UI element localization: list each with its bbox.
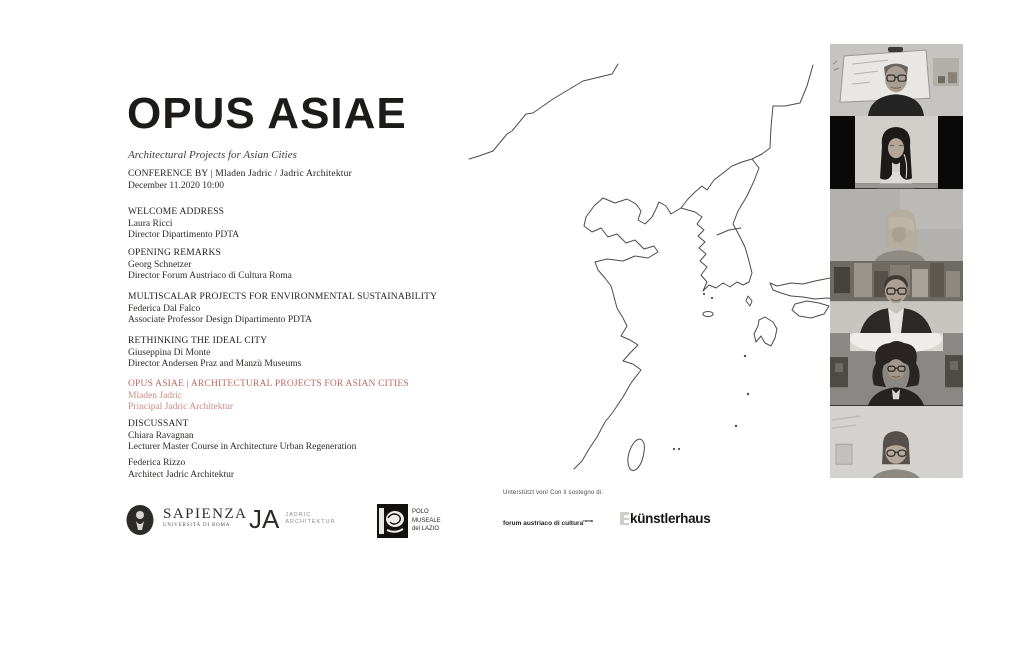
program-item-speaker: Federica Dal Falco bbox=[128, 303, 201, 314]
participant-video-3[interactable] bbox=[830, 189, 963, 261]
program-item-title: OPENING REMARKS bbox=[128, 248, 221, 258]
support-note: Unterstützt von/ Con il sostegno di: bbox=[503, 490, 604, 496]
participant-6-avatar bbox=[830, 406, 963, 478]
forum-label: forum austriaco di cultura bbox=[503, 520, 584, 528]
program-item-role: Architect Jadric Architektur bbox=[128, 469, 235, 480]
program-item-speaker: Mladen Jadric bbox=[128, 390, 183, 401]
slide-subtitle: Architectural Projects for Asian Cities bbox=[128, 149, 297, 161]
page-title: OPUS ASIAE bbox=[127, 89, 407, 138]
participant-video-4[interactable] bbox=[830, 261, 963, 333]
program-item-speaker: Federica Rizzo bbox=[128, 458, 186, 468]
program-item-opening bbox=[128, 248, 473, 283]
program-item-role: Principal Jadric Architektur bbox=[128, 402, 233, 412]
program-item-role: Director Dipartimento PDTA bbox=[128, 230, 240, 240]
program-item-title: MULTISCALAR PROJECTS FOR ENVIRONMENTAL SUSTAINABILITY bbox=[128, 292, 438, 302]
participant-video-1[interactable] bbox=[830, 44, 963, 116]
jadric-architektur-logo bbox=[249, 505, 335, 533]
program-item-discussant bbox=[128, 419, 473, 454]
jadric-line1: JADRIC bbox=[285, 512, 312, 518]
polo-line3: del LAZIO bbox=[412, 526, 440, 532]
program-item-title: DISCUSSANT bbox=[128, 419, 189, 429]
polo-line2: MUSEALE bbox=[412, 517, 441, 524]
participant-video-2[interactable] bbox=[830, 116, 963, 188]
conference-date: December 11.2020 10:00 bbox=[128, 180, 224, 191]
program-item-rethinking bbox=[128, 336, 473, 371]
program-item-federica-rizzo bbox=[128, 458, 473, 481]
program-item-speaker: Giuseppina Di Monte bbox=[128, 347, 211, 358]
participant-5-avatar bbox=[830, 333, 963, 405]
participant-4-avatar bbox=[830, 261, 963, 333]
program-item-role: Director Andersen Praz and Manzù Museums bbox=[128, 359, 302, 369]
program-item-multiscalar bbox=[128, 292, 473, 327]
participant-video-6[interactable] bbox=[830, 406, 963, 478]
conference-info bbox=[128, 169, 473, 192]
polo-museale-emblem-icon bbox=[377, 504, 408, 538]
kuenstlerhaus-logo bbox=[620, 511, 710, 526]
polo-museale-logo bbox=[377, 504, 441, 538]
program-item-welcome bbox=[128, 207, 473, 242]
forum-sup: roma bbox=[583, 518, 593, 523]
program-item-title: RETHINKING THE IDEAL CITY bbox=[128, 336, 268, 346]
sapienza-logo bbox=[125, 504, 248, 536]
east-asia-outline-map bbox=[455, 55, 835, 480]
kuenstlerhaus-label: künstlerhaus bbox=[630, 511, 711, 526]
program-item-speaker: Laura Ricci bbox=[128, 218, 173, 229]
participant-1-avatar bbox=[830, 44, 963, 116]
program-item-speaker: Chiara Ravagnan bbox=[128, 430, 194, 441]
jadric-line2: ARCHITEKTUR bbox=[285, 519, 336, 525]
program-item-title: WELCOME ADDRESS bbox=[128, 207, 225, 217]
ja-initials: JA bbox=[249, 504, 280, 534]
program-item-speaker: Georg Schnetzer bbox=[128, 259, 192, 270]
program-item-role: Director Forum Austriaco di Cultura Roma bbox=[128, 271, 292, 281]
participant-2-avatar bbox=[830, 116, 963, 188]
sapienza-name: SAPIENZA bbox=[163, 506, 248, 522]
polo-line1: POLO bbox=[412, 509, 429, 515]
program-item-title: OPUS ASIAE | ARCHITECTURAL PROJECTS FOR ASIAN CITIES bbox=[128, 379, 409, 389]
conference-by-line: CONFERENCE BY | Mladen Jadric / Jadric Architektur bbox=[128, 169, 352, 179]
program-item-role: Lecturer Master Course in Architecture Urban Regeneration bbox=[128, 442, 357, 452]
sapienza-subtitle: UNIVERSITÀ DI ROMA bbox=[163, 523, 231, 528]
participant-video-5[interactable] bbox=[830, 333, 963, 405]
program-item-opus-asiae-highlighted bbox=[128, 379, 473, 414]
forum-austriaco-logo bbox=[503, 518, 593, 527]
participant-video-strip bbox=[830, 44, 963, 478]
sapienza-emblem-icon bbox=[125, 504, 155, 536]
kuenstlerhaus-mark-icon bbox=[620, 512, 629, 525]
program-item-role: Associate Professor Design Dipartimento PDTA bbox=[128, 315, 312, 325]
participant-3-avatar bbox=[830, 189, 963, 261]
